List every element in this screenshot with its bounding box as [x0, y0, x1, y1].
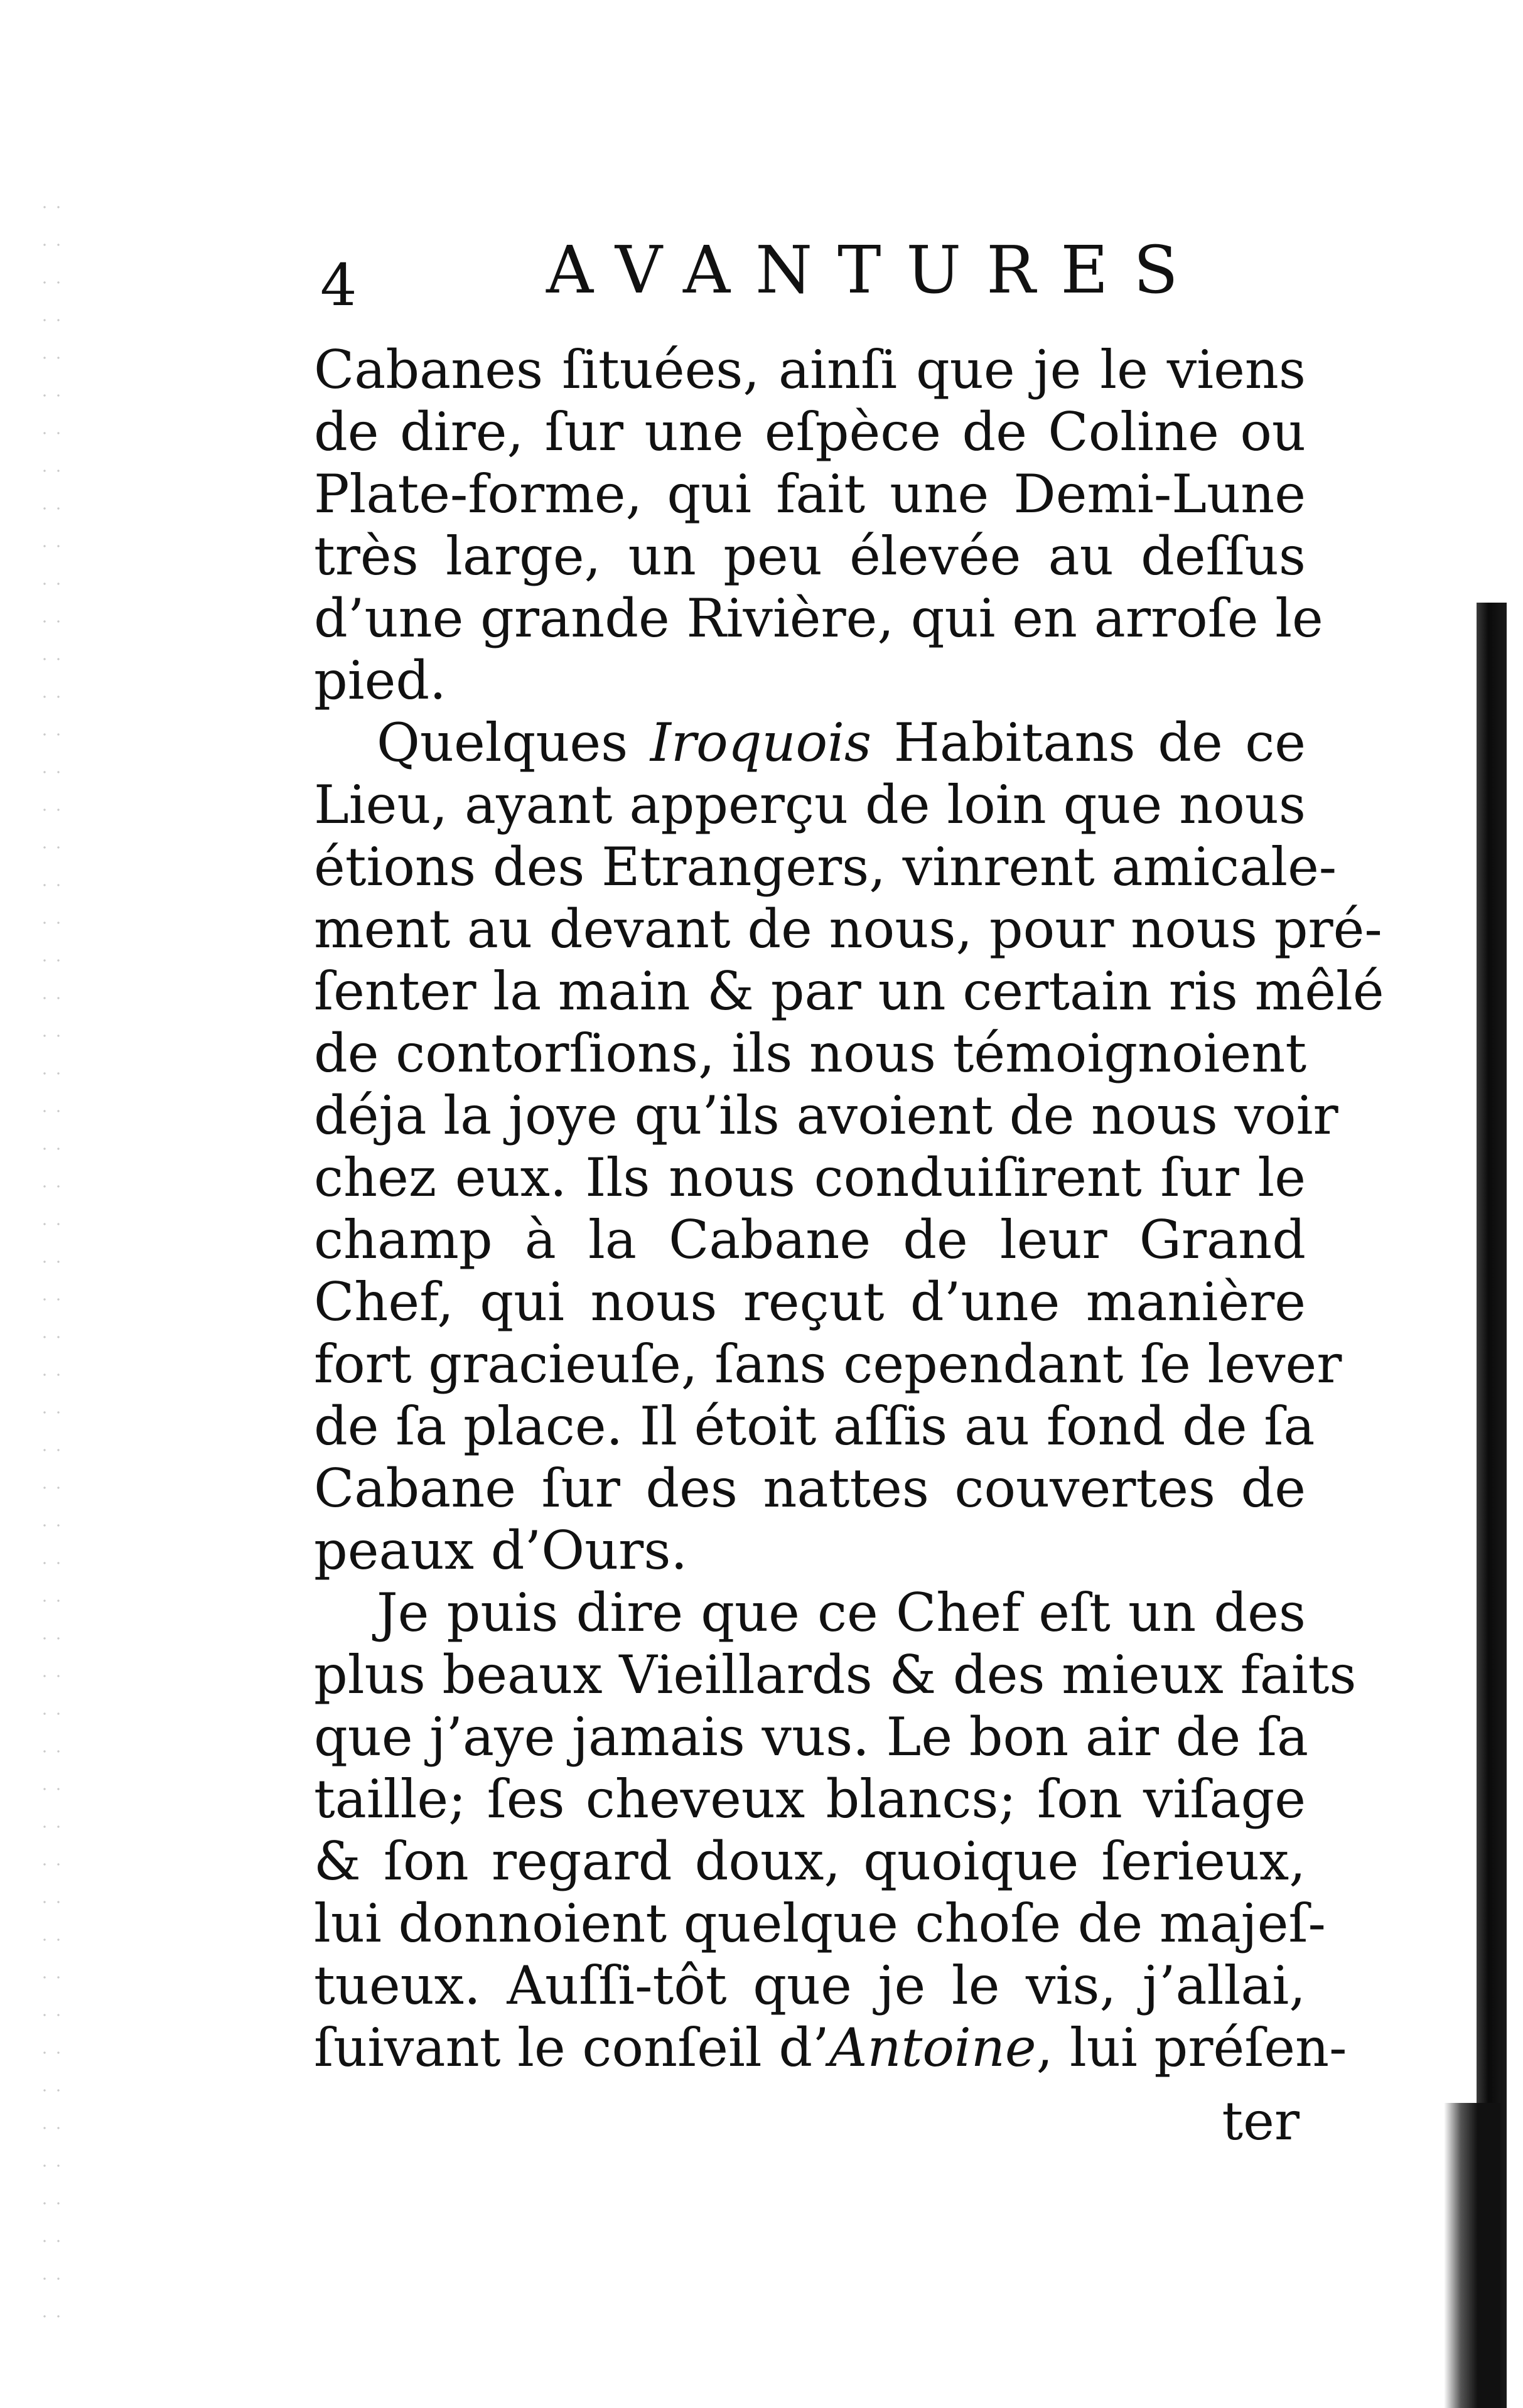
text-line: lui donnoient quelque choſe de majeſ- [314, 1893, 1326, 1954]
text-line: Plate-forme, qui fait une Demi-Lune [314, 463, 1306, 525]
body-text [314, 339, 1384, 2079]
page-number: 4 [320, 252, 357, 319]
italic-word: Iroquois [650, 712, 872, 773]
binding-edge-shadow-lower [1444, 2103, 1500, 2408]
text-line: ſenter la main & par un certain ris mêlé [314, 960, 1384, 1022]
text-line: déja la joye qu’ils avoient de nous voir [314, 1085, 1338, 1146]
text-run: , lui préſen- [1036, 2017, 1347, 2078]
text-line: fort gracieuſe, ſans cependant ſe lever [314, 1333, 1342, 1395]
text-line: de ſa place. Il étoit aſſis au fond de ſa [314, 1395, 1315, 1457]
text-line: Lieu, ayant apperçu de loin que nous [314, 774, 1306, 836]
text-line: plus beaux Vieillards & des mieux faits [314, 1644, 1357, 1706]
text-line-paragraph-start [314, 712, 1306, 774]
text-line [314, 2017, 1347, 2079]
text-line: Cabanes ſituées, ainſi que je le viens [314, 339, 1306, 400]
text-line: étions des Etrangers, vinrent amicale- [314, 836, 1337, 898]
text-line: Chef, qui nous reçut d’une manière [314, 1271, 1306, 1333]
margin-specks [38, 188, 69, 2323]
text-line: chez eux. Ils nous conduiſirent ſur le [314, 1147, 1306, 1208]
text-line: très large, un peu élevée au deſſus [314, 525, 1306, 587]
text-run: ſuivant le conſeil d’ [314, 2017, 829, 2078]
text-line: de contorſions, ils nous témoignoient [314, 1023, 1307, 1084]
text-run: Habitans de ce [871, 712, 1306, 773]
text-line: champ à la Cabane de leur Grand [314, 1209, 1306, 1271]
text-line: de dire, ſur une eſpèce de Coline ou [314, 401, 1306, 463]
text-line: peaux d’Ours. [314, 1520, 688, 1581]
text-line: d’une grande Rivière, qui en arroſe le [314, 588, 1323, 649]
text-line: que j’aye jamais vus. Le bon air de ſa [314, 1706, 1309, 1768]
running-title: AVANTURES [546, 232, 1203, 308]
text-run: Quelques [377, 712, 650, 773]
text-line: ment au devant de nous, pour nous pré- [314, 898, 1382, 960]
catchword: ter [1222, 2090, 1300, 2152]
italic-word: Antoine [829, 2017, 1036, 2078]
text-line: taille; ſes cheveux blancs; ſon viſage [314, 1768, 1306, 1830]
text-line: Cabane ſur des nattes couvertes de [314, 1458, 1306, 1519]
text-line-paragraph-start: Je puis dire que ce Chef eſt un des [377, 1582, 1306, 1643]
running-head [320, 232, 1300, 320]
text-line: tueux. Auſſi-tôt que je le vis, j’allai, [314, 1955, 1306, 2016]
text-line: & ſon regard doux, quoique ſerieux, [314, 1830, 1306, 1892]
text-line: pied. [314, 650, 446, 711]
